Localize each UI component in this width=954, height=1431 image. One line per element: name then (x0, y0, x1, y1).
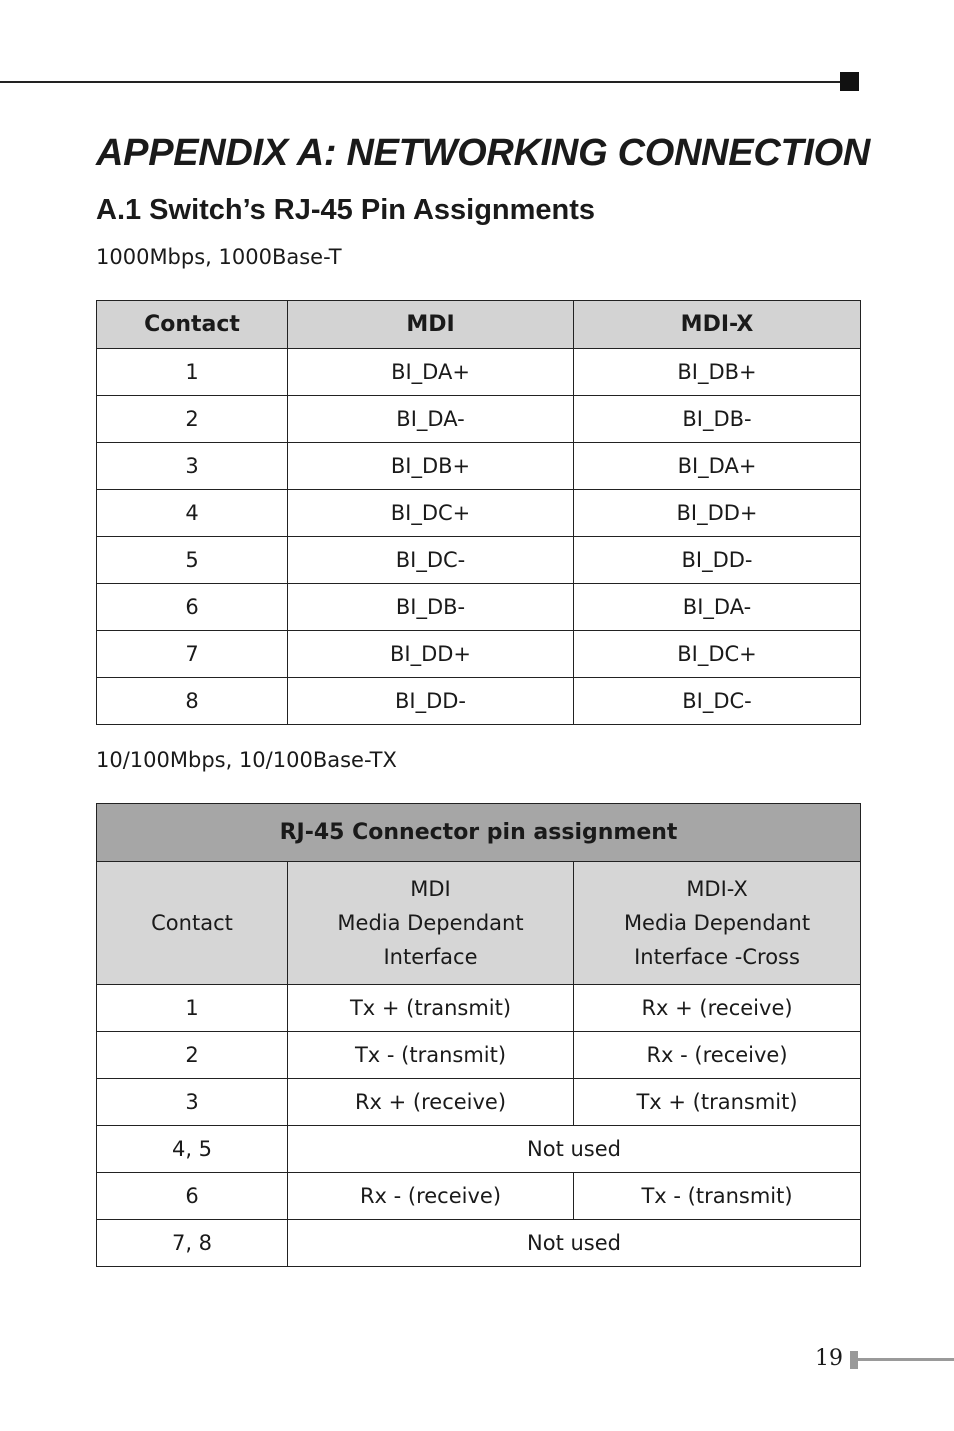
column-header-mdi: MDI (288, 301, 574, 349)
table-title: RJ-45 Connector pin assignment (97, 804, 861, 862)
table-cell: Tx + (transmit) (288, 985, 574, 1032)
column-header-contact: Contact (97, 862, 288, 985)
table-cell: Tx - (transmit) (574, 1173, 861, 1220)
table-row (97, 1126, 861, 1173)
table-cell: Rx + (receive) (288, 1079, 574, 1126)
table-cell: 2 (97, 396, 288, 443)
header-line: MDI-X (686, 877, 748, 901)
fast-ethernet-pin-table (96, 803, 861, 1267)
table-cell: BI_DA- (288, 396, 574, 443)
table-cell: BI_DA- (574, 584, 861, 631)
table-cell: Rx + (receive) (574, 985, 861, 1032)
table-cell: Not used (288, 1126, 861, 1173)
header-line: Interface (383, 945, 478, 969)
table-header-row (97, 301, 861, 349)
table-cell: 1 (97, 349, 288, 396)
table-header-row (97, 862, 861, 985)
table-row (97, 443, 861, 490)
table-cell: Rx - (receive) (574, 1032, 861, 1079)
column-header-contact: Contact (97, 301, 288, 349)
table-cell: BI_DB+ (574, 349, 861, 396)
table-row (97, 584, 861, 631)
appendix-title: APPENDIX A: NETWORKING CONNECTION (96, 132, 871, 174)
table-cell: 7, 8 (97, 1220, 288, 1267)
header-line: Interface -Cross (634, 945, 800, 969)
table-row (97, 537, 861, 584)
gigabit-pin-table (96, 300, 861, 725)
table-cell: BI_DA+ (574, 443, 861, 490)
table-cell: BI_DD- (574, 537, 861, 584)
table-cell: BI_DC- (574, 678, 861, 725)
table-cell: BI_DC+ (574, 631, 861, 678)
table-row (97, 631, 861, 678)
table-row (97, 1079, 861, 1126)
table-cell: 6 (97, 584, 288, 631)
header-line: MDI (410, 877, 451, 901)
table-cell: BI_DB- (288, 584, 574, 631)
column-header-mdix: MDI-X (574, 301, 861, 349)
footer-marker (850, 1351, 858, 1369)
footer-rule (858, 1358, 954, 1361)
table-cell: BI_DC- (288, 537, 574, 584)
table-title-row (97, 804, 861, 862)
column-header-mdix (574, 862, 861, 985)
table-cell: BI_DD- (288, 678, 574, 725)
table-cell: 7 (97, 631, 288, 678)
table-row (97, 678, 861, 725)
table-cell: BI_DB+ (288, 443, 574, 490)
table-cell: BI_DB- (574, 396, 861, 443)
table-cell: Tx - (transmit) (288, 1032, 574, 1079)
table-row (97, 490, 861, 537)
table2-caption: 10/100Mbps, 10/100Base-TX (96, 748, 397, 772)
table-cell: 8 (97, 678, 288, 725)
table-cell: Rx - (receive) (288, 1173, 574, 1220)
table-row (97, 1032, 861, 1079)
table-cell: BI_DD+ (574, 490, 861, 537)
table-row (97, 1220, 861, 1267)
section-title: A.1 Switch’s RJ-45 Pin Assignments (96, 194, 596, 226)
table-cell: 3 (97, 1079, 288, 1126)
table-cell: 1 (97, 985, 288, 1032)
column-header-mdi (288, 862, 574, 985)
top-rule (0, 81, 843, 83)
table-row (97, 985, 861, 1032)
table1-caption: 1000Mbps, 1000Base-T (96, 245, 342, 269)
table-cell: Not used (288, 1220, 861, 1267)
table-row (97, 349, 861, 396)
page-number: 19 (815, 1346, 843, 1371)
table-cell: 2 (97, 1032, 288, 1079)
table-cell: BI_DA+ (288, 349, 574, 396)
table-cell: 3 (97, 443, 288, 490)
header-line: Media Dependant (337, 911, 524, 935)
table-cell: BI_DD+ (288, 631, 574, 678)
table-cell: BI_DC+ (288, 490, 574, 537)
table-cell: 5 (97, 537, 288, 584)
top-corner-square (840, 72, 859, 91)
table-cell: 4, 5 (97, 1126, 288, 1173)
header-line: Media Dependant (623, 911, 811, 935)
table-cell: 4 (97, 490, 288, 537)
table-row (97, 396, 861, 443)
table-cell: 6 (97, 1173, 288, 1220)
table-cell: Tx + (transmit) (574, 1079, 861, 1126)
table-row (97, 1173, 861, 1220)
